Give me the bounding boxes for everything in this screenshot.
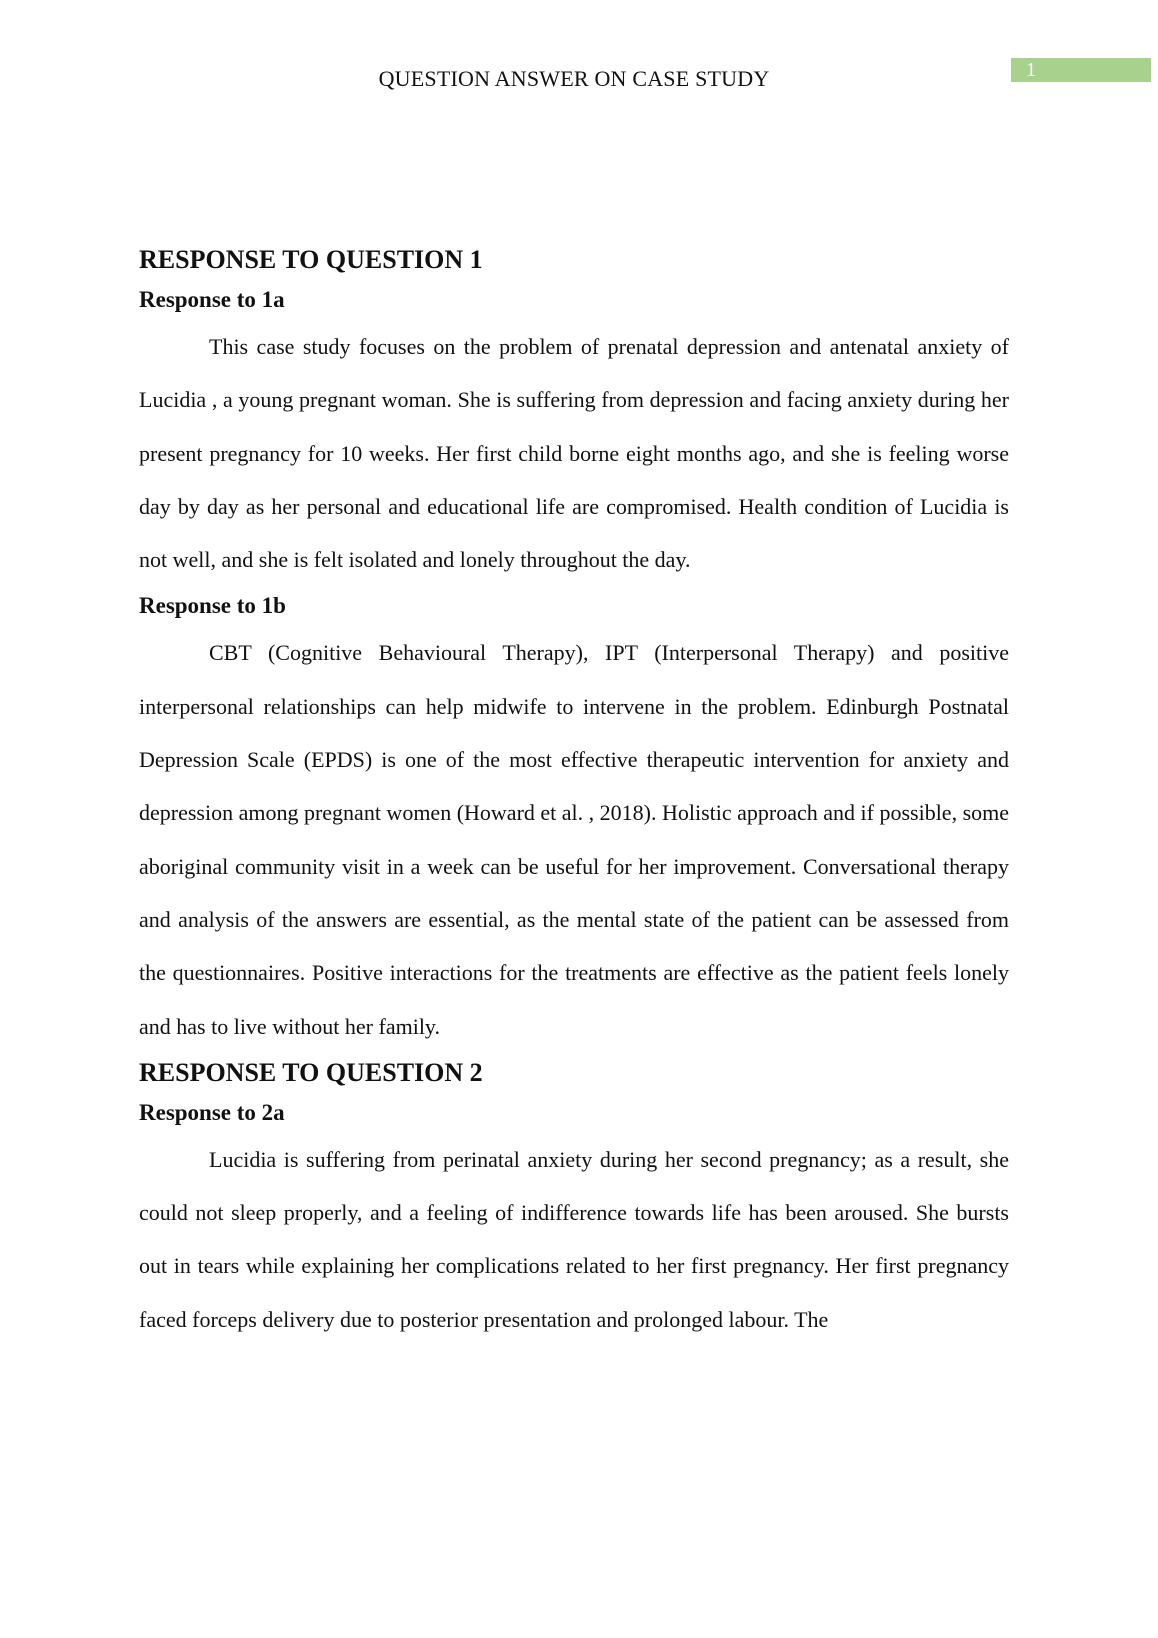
subsection-heading-1b: Response to 1b: [139, 593, 286, 619]
page-number: 1: [1026, 59, 1036, 81]
paragraph-2a: Lucidia is suffering from perinatal anxiety during her second pregnancy; as a result, she could not sleep properly, and a feeling of indifference towards life has been aroused. She bursts out in tears while explaining her complications related to her first pregnancy. Her first pregnancy faced forceps delivery due to posterior presentation and prolonged labour. The: [139, 1146, 1009, 1332]
subsection-heading-1a: Response to 1a: [139, 287, 285, 312]
paragraph-1b: CBT (Cognitive Behavioural Therapy), IPT (Interpersonal Therapy) and positive interpersonal relationships can help midwife to intervene in the problem. Edinburgh Postnatal Depression Scale (EPDS) is one of the most effective therapeutic intervention for anxiety and depression among pregnant women (Howard et al. , 2018). Holistic approach and if possible, some aboriginal community visit in a week can be useful for her improvement. Conversational therapy and analysis of the answers are essential, as the mental state of the patient can be assessed from the questionnaires. Positive interactions for the treatments are effective as the patient feels lonely and has to live without her family.: [139, 640, 1010, 1039]
running-head: QUESTION ANSWER ON CASE STUDY: [378, 66, 770, 91]
subsection-heading-2a: Response to 2a: [139, 1099, 285, 1125]
section-heading-question-2: RESPONSE TO QUESTION 2: [139, 1057, 483, 1087]
section-heading-question-1: RESPONSE TO QUESTION 1: [139, 245, 483, 274]
document-body: [139, 240, 1009, 1346]
paragraph-1a: This case study focuses on the problem of prenatal depression and antenatal anxiety of Lucidia , a young pregnant woman. She is suffering from depression and facing anxiety during her present pregnancy for 10 weeks. Her first child borne eight months ago, and she is feeling worse day by day as her personal and educational life are compromised. Health condition of Lucidia is not well, and she is felt isolated and lonely throughout the day.: [139, 334, 1009, 573]
